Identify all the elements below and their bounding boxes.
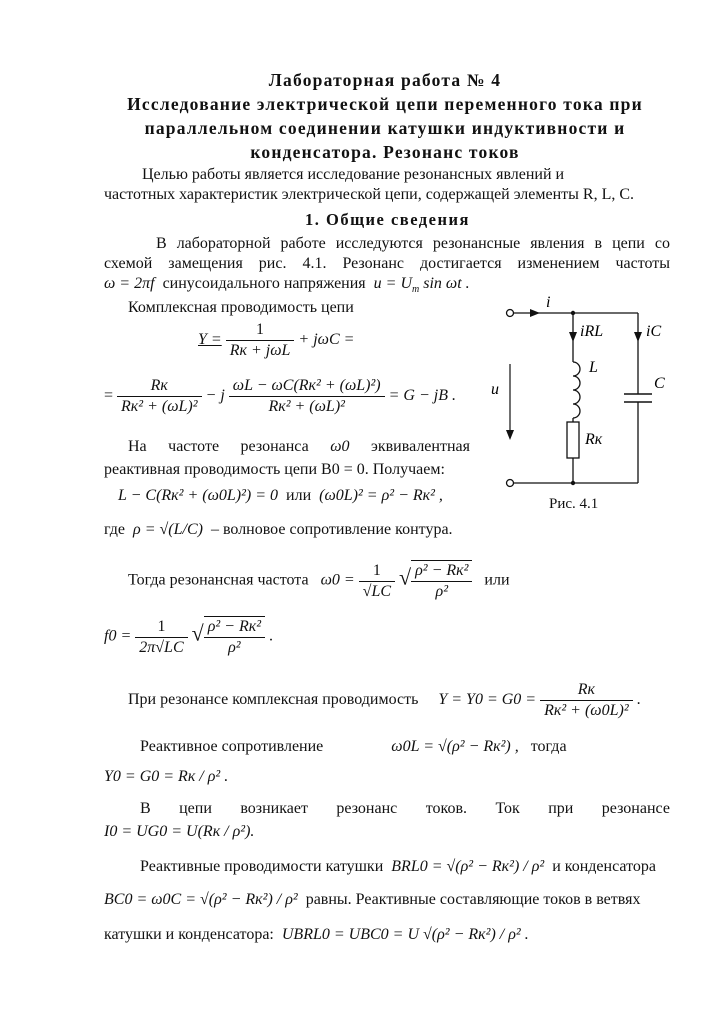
inductor-coil [573, 362, 580, 418]
current-word-1: В [140, 800, 151, 817]
minus-j: − j [205, 387, 225, 405]
susceptance-text-2: и конденсатора [552, 858, 656, 875]
top-terminal [507, 310, 514, 317]
freq-sqrt-den: ρ² [411, 581, 472, 602]
res-admittance-text: При резонансе комплексная проводимость [128, 691, 419, 709]
label-c: C [654, 375, 665, 392]
reactive-line-2: Y0 = G0 = Rк / ρ² . [104, 768, 229, 785]
circuit-diagram [488, 294, 688, 524]
susceptance-text-4: катушки и конденсатора: [104, 926, 274, 943]
intro-line-2: частотных характеристик электрической цепи, содержащей элементы R, L, C. [104, 186, 635, 203]
voltage-arrow-icon [506, 430, 514, 440]
label-i: i [546, 294, 551, 311]
then-word: тогда [530, 738, 567, 755]
res-admittance-lhs: Y = Y0 = G0 = [438, 691, 537, 709]
admittance-tail-1: + jωC = [298, 331, 355, 349]
subtitle-line-2: параллельном соединении катушки индуктивности и [144, 118, 626, 138]
current-line-2: I0 = UG0 = U(Rк / ρ²). [104, 823, 255, 840]
freq-sqrt-fraction [411, 560, 472, 602]
current-word-6: Ток [495, 800, 520, 817]
fraction-1-num: 1 [256, 321, 265, 338]
current-arrow-icon [530, 309, 540, 317]
omega-zero: ω0 [330, 438, 350, 455]
fraction-2 [117, 376, 202, 417]
freq-sqrt-num: ρ² − Rк² [415, 562, 469, 579]
susceptance-line-2 [104, 890, 640, 910]
voltage-formula: u = U [373, 275, 413, 292]
reactive-eq: ω0L = √(ρ² − Rк²) , [391, 738, 519, 755]
sqrt-symbol-1: √ [399, 564, 412, 590]
reactive-line-1 [140, 737, 567, 757]
voltage-sub: m [412, 284, 420, 296]
voltage-sin: sin ωt . [423, 275, 470, 292]
word-na: На [128, 438, 147, 455]
intro-line-1: Целью работы является исследование резонансных явлений и [142, 166, 565, 183]
irl-arrow-icon [569, 332, 577, 342]
f-sqrt-fraction [204, 616, 265, 658]
f-sqrt-den: ρ² [204, 637, 265, 658]
para1-line-3 [104, 274, 470, 300]
admittance-eq-2 [104, 376, 456, 417]
or-word-1: или [286, 487, 312, 504]
current-line-1 [140, 799, 670, 819]
eq-prefix: = [104, 387, 114, 405]
rho-formula: ρ = √(L/C) [133, 521, 203, 538]
freq-text: Тогда резонансная частота [128, 571, 309, 589]
word-resonance: резонанса [240, 438, 309, 455]
current-word-2: цепи [179, 800, 212, 817]
f-fraction [135, 617, 187, 658]
fraction-1-den: Rк + jωL [226, 340, 295, 361]
current-word-7: при [548, 800, 574, 817]
current-word-8: резонансе [601, 800, 670, 817]
fraction-2-num: Rк [150, 377, 168, 394]
susceptance-text-3: равны. Реактивные составляющие токов в ветвях [305, 891, 641, 908]
resonance-line-1 [128, 437, 470, 457]
subtitle-line-3: конденсатора. Резонанс токов [250, 142, 520, 162]
freq-line-1 [128, 560, 510, 602]
para1-line-1: В лабораторной работе исследуются резонансные явления в цепи со [156, 235, 670, 252]
subtitle-line-1: Исследование электрической цепи переменного тока при [127, 94, 643, 114]
resonance-eq-1: L − C(Rк² + (ω0L)²) = 0 [118, 487, 279, 504]
bottom-terminal [507, 480, 514, 487]
fraction-2-den: Rк² + (ωL)² [117, 396, 202, 417]
sinusoidal-text: синусоидального напряжения [162, 275, 366, 292]
f-tail: . [269, 627, 274, 645]
freq-fraction [359, 561, 395, 602]
word-frequency: частоте [168, 438, 220, 455]
label-irl: iRL [580, 323, 604, 340]
label-ic: iC [646, 323, 662, 340]
label-rk: Rк [585, 431, 603, 448]
figure-caption: Рис. 4.1 [549, 496, 599, 512]
ic-arrow-icon [634, 332, 642, 342]
admittance-label: Комплексная проводимость цепи [128, 299, 354, 316]
or-word-2: или [484, 571, 510, 589]
susceptance-line-1 [140, 857, 656, 877]
f-lhs: f0 = [104, 627, 132, 645]
branch-currents-formula: UBRL0 = UBC0 = U √(ρ² − Rк²) / ρ² . [281, 926, 529, 943]
f-sqrt-num: ρ² − Rк² [207, 618, 262, 635]
reactive-text: Реактивное сопротивление [140, 738, 324, 755]
res-admittance-den: Rк² + (ω0L)² [540, 700, 633, 721]
res-admittance-tail: . [636, 691, 641, 709]
fraction-3-num: ωL − ωC(Rк² + (ωL)²) [232, 377, 381, 394]
resonance-eq-2: (ω0L)² = ρ² − Rк² , [319, 487, 443, 504]
res-admittance-line [128, 680, 641, 721]
rho-description: – волновое сопротивление контура. [210, 521, 453, 538]
omega-formula: ω = 2πf [104, 275, 155, 292]
res-admittance-num: Rк [577, 681, 595, 698]
resonance-eq [118, 486, 443, 506]
current-word-5: токов. [425, 800, 467, 817]
b-rl0-formula: BRL0 = √(ρ² − Rк²) / ρ² [391, 858, 545, 875]
f-den: 2π√LC [135, 637, 187, 658]
lab-title: Лабораторная работа № 4 [268, 70, 502, 90]
label-l: L [589, 359, 598, 376]
label-u: u [491, 381, 499, 398]
fraction-1 [226, 320, 295, 361]
admittance-eq-1 [198, 320, 354, 361]
fraction-3-den: Rк² + (ωL)² [229, 396, 385, 417]
resistor [567, 422, 579, 458]
current-word-3: возникает [240, 800, 308, 817]
para1-line-2: схемой замещения рис. 4.1. Резонанс достигается изменением частоты [104, 255, 670, 272]
word-equivalent: эквивалентная [370, 438, 470, 455]
freq-num: 1 [372, 561, 381, 579]
freq-den: √LC [359, 581, 395, 602]
current-word-4: резонанс [336, 800, 398, 817]
rho-line [104, 520, 453, 540]
b-c0-formula: BC0 = ω0C = √(ρ² − Rк²) / ρ² [104, 891, 298, 908]
where-word: где [104, 521, 126, 538]
resonance-line-2: реактивная проводимость цепи B0 = 0. Получаем: [104, 461, 445, 478]
susceptance-text-1: Реактивные проводимости катушки [140, 858, 384, 875]
fraction-3 [229, 376, 385, 417]
section-heading: 1. Общие сведения [305, 210, 470, 229]
freq-line-2 [104, 616, 273, 658]
sqrt-symbol-2: √ [191, 620, 204, 646]
omega-lhs: ω0 = [320, 571, 355, 589]
admittance-tail-2: = G − jB . [388, 387, 456, 405]
y-lhs: Y = [198, 331, 222, 349]
susceptance-line-3 [104, 925, 529, 945]
res-admittance-fraction [540, 680, 633, 721]
f-num: 1 [157, 617, 166, 635]
